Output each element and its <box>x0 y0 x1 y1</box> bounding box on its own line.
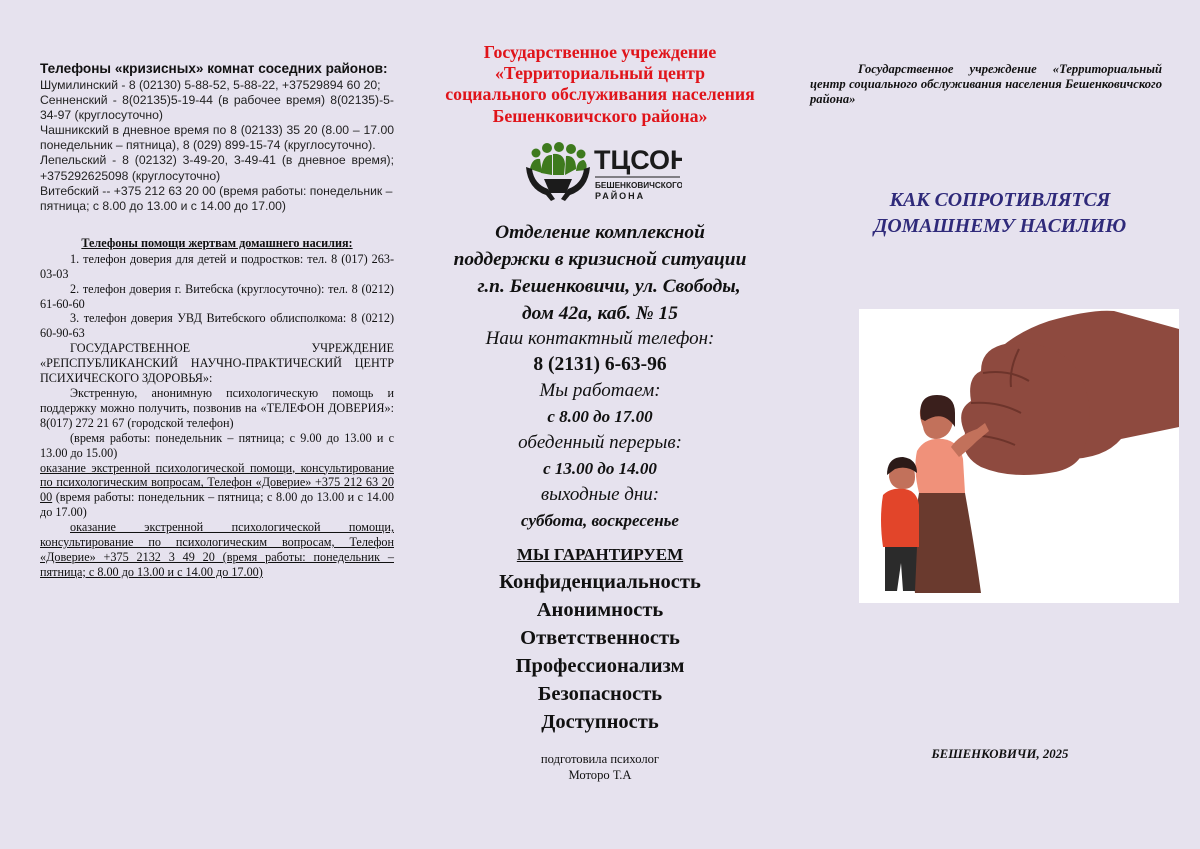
victim-helplines <box>40 252 394 580</box>
organization-title-line: Государственное учреждение <box>483 42 717 62</box>
brochure-title <box>800 187 1200 239</box>
middle-panel <box>400 0 800 849</box>
guarantee-item: Анонимность <box>536 599 664 621</box>
mental-health-center-text: Экстренную, анонимную психологическую помощь и поддержку можно получить, позвонив на «ТЕЛЕФОН ДОВЕРИЯ»: 8(017) 272 21 67 (городской телефон) <box>40 386 394 430</box>
logo-subtitle-1: БЕШЕНКОВИЧСКОГО <box>595 181 682 190</box>
emergency-help-vitebsk-hours: (время работы: понедельник – пятница; с 8.00 до 13.00 и с 14.00 до 17.00) <box>40 490 394 520</box>
people-in-hands-icon <box>524 139 682 207</box>
department-address: г.п. Бешенковичи, ул. Свободы, <box>477 276 741 297</box>
helpline-vitebsk: 2. телефон доверия г. Витебска (круглосуточно): тел. 8 (0212) 61-60-60 <box>40 281 394 311</box>
organization-title <box>400 42 800 127</box>
organization-subtitle: Государственное учреждение «Территориальный центр социального обслуживания населения Бешенковичского района» <box>810 62 1162 106</box>
emergency-help-vitebsk <box>40 461 394 521</box>
crisis-rooms-list <box>40 78 394 214</box>
guarantee-item: Конфиденциальность <box>499 571 701 593</box>
organization-title-line: Бешенковичского района» <box>492 105 708 126</box>
city-year: БЕШЕНКОВИЧИ, 2025 <box>931 747 1069 761</box>
violence-illustration <box>859 309 1179 603</box>
emergency-help-lepel: оказание экстренной психологической помощи, консультирование по психологическим вопросам, Телефон «Доверие» +375 2132 3 49 20 (время работы: понедельник – пятница; с 8.00 до 13.00 и с 14.00 до 17.00) <box>40 520 394 579</box>
organization-title-line: социального обслуживания населения <box>445 84 755 105</box>
guarantee-item: Ответственность <box>520 627 680 649</box>
mental-health-center-name: ГОСУДАРСТВЕННОЕ УЧРЕЖДЕНИЕ «РЕПСПУБЛИКАНСКИЙ НАУЧНО-ПРАКТИЧЕСКИЙ ЦЕНТР ПСИХИЧЕСКОГО ЗДОРОВЬЯ»: <box>40 341 394 386</box>
guarantee-item: Профессионализм <box>515 655 685 677</box>
contact-schedule <box>400 326 800 534</box>
lunch-label: обеденный перерыв: <box>518 432 682 453</box>
victim-helplines-title: Телефоны помощи жертвам домашнего насилия: <box>81 235 353 250</box>
crisis-rooms-title: Телефоны «кризисных» комнат соседних районов: <box>40 61 388 76</box>
department-room: дом 42а, каб. № 15 <box>522 303 678 324</box>
tcson-logo <box>524 139 682 207</box>
brochure-title-line: КАК СОПРОТИВЛЯТСЯ <box>889 189 1111 211</box>
days-off-label: выходные дни: <box>540 484 660 505</box>
work-hours-label: Мы работаем: <box>539 380 661 401</box>
guarantee-list <box>400 568 800 736</box>
crisis-item-lepel: Лепельский - 8 (02132) 3-49-20, 3-49-41 (в дневное время); +375292625098 (круглосуточно) <box>40 153 394 183</box>
department-line: Отделение комплексной <box>495 222 705 243</box>
department-info <box>400 219 800 327</box>
left-panel <box>0 0 400 849</box>
days-off: суббота, воскресенье <box>521 511 679 530</box>
author-credit <box>400 751 800 783</box>
work-hours: с 8.00 до 17.00 <box>547 407 653 426</box>
emergency-help-vitebsk-underlined: оказание экстренной психологической помощи, консультирование по психологическим вопросам, Телефон «Доверие» +375 212 63 20 00 <box>40 460 394 505</box>
logo-subtitle-2: РАЙОНА <box>595 191 646 201</box>
organization-title-line: «Территориальный центр <box>495 63 705 84</box>
author-name: Моторо Т.А <box>568 768 632 782</box>
crisis-item-vitebsk: Витебский -- +375 212 63 20 00 (время работы: понедельник – пятница; с 8.00 до 13.00 и с 14.00 до 17.00) <box>40 183 393 213</box>
fist-threatening-woman-and-child-icon <box>859 309 1179 603</box>
right-panel <box>800 0 1200 849</box>
brochure-title-line: ДОМАШНЕМУ НАСИЛИЮ <box>873 215 1127 237</box>
logo-text: ТЦСОН <box>594 145 682 175</box>
mental-health-center-hours: (время работы: понедельник – пятница; с 9.00 до 13.00 и с 13.00 до 15.00) <box>40 430 394 460</box>
contact-phone: 8 (2131) 6-63-96 <box>533 354 667 375</box>
guarantee-item: Безопасность <box>537 683 663 705</box>
department-line: поддержки в кризисной ситуации <box>453 249 747 270</box>
prepared-by: подготовила психолог <box>540 752 660 766</box>
crisis-item-chashniki: Чашникский в дневное время по 8 (02133) 35 20 (8.00 – 17.00 понедельник – пятница), 8 (029) 899-15-74 (круглосуточно). <box>40 123 394 153</box>
phone-label: Наш контактный телефон: <box>485 328 715 349</box>
guarantee-item: Доступность <box>541 711 659 733</box>
crisis-item-senno: Сенненский - 8(02135)5-19-44 (в рабочее время) 8(02135)-5-34-97 (круглосуточно) <box>40 93 394 123</box>
left-content <box>40 61 394 580</box>
lunch-hours: с 13.00 до 14.00 <box>543 459 657 478</box>
guarantee-title: МЫ ГАРАНТИРУЕМ <box>516 545 684 564</box>
helpline-children: 1. телефон доверия для детей и подростков: тел. 8 (017) 263-03-03 <box>40 251 394 281</box>
crisis-item-shumilino: Шумилинский - 8 (02130) 5-88-52, 5-88-22, +37529894 60 20; <box>40 78 381 92</box>
helpline-police: 3. телефон доверия УВД Витебского облисполкома: 8 (0212) 60-90-63 <box>40 311 394 341</box>
